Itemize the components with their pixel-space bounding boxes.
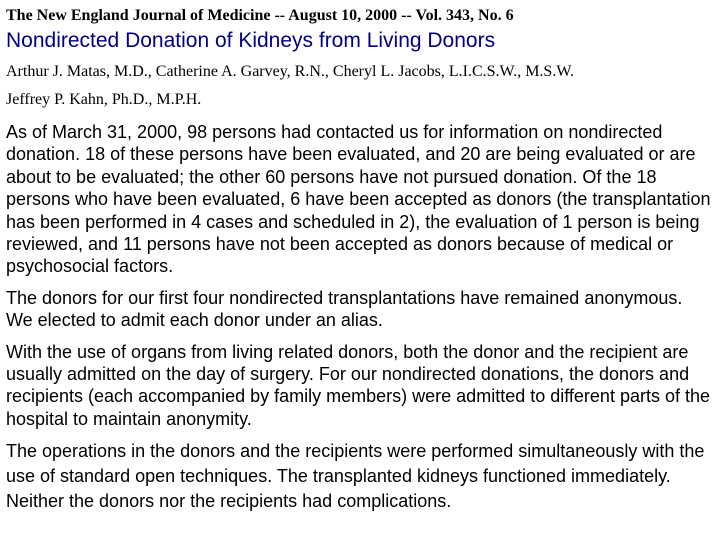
author-list [6, 58, 714, 114]
paragraph-operations: The operations in the donors and the recipients were performed simultaneously with the use of standard open techniques. The transplanted kidneys functioned immediately. Neither the donors nor the recipients had complications. [6, 441, 705, 512]
journal-citation: The New England Journal of Medicine -- August 10, 2000 -- Vol. 343, No. 6 [6, 7, 514, 24]
author-line: Jeffrey P. Kahn, Ph.D., M.P.H. [6, 91, 202, 108]
paragraph-anonymity: The donors for our first four nondirected transplantations have remained anonymous. We elected to admit each donor under an alias. [6, 287, 683, 331]
article-title: Nondirected Donation of Kidneys from Living Donors [6, 29, 496, 52]
paragraph-admission: With the use of organs from living related donors, both the donor and the recipient are usually admitted on the day of surgery. For our nondirected donations, the donors and recipients (each accompanied by family members) were admitted to different parts of the hospital to maintain anonymity. [6, 341, 710, 429]
paragraph-results: As of March 31, 2000, 98 persons had contacted us for information on nondirected donation. 18 of these persons have been evaluated, and 20 are being evaluated or are about to be evaluated; the other 60 persons have not pursued donation. Of the 18 persons who have been evaluated, 6 have been accepted as donors (the transplantation has been performed in 4 cases and scheduled in 2), the evaluation of 1 person is being reviewed, and 11 persons have not been accepted as donors because of medical or psychosocial factors. [6, 122, 711, 277]
article-page [6, 0, 714, 514]
author-line: Arthur J. Matas, M.D., Catherine A. Garvey, R.N., Cheryl L. Jacobs, L.I.C.S.W., M.S.W. [6, 63, 574, 80]
